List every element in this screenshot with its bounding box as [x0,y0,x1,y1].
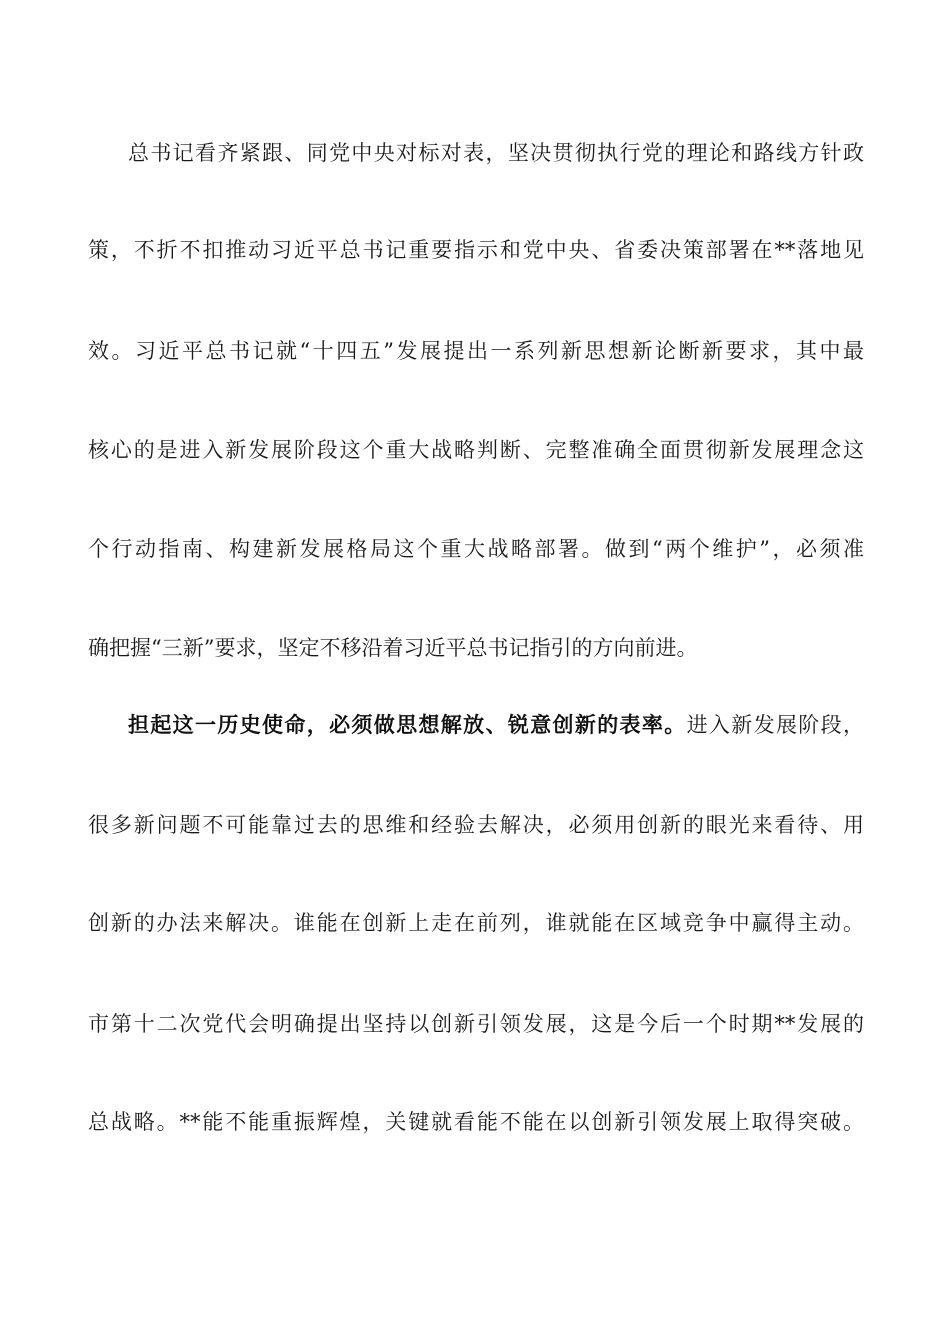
paragraph-2-line-3: 创新的办法来解决。谁能在创新上走在前列，谁就能在区域竞争中赢得主动。 [88,911,864,935]
paragraph-1-line-4: 核心的是进入新发展阶段这个重大战略判断、完整准确全面贯彻新发展理念这 [88,438,864,462]
paragraph-2-line-1 [128,710,864,740]
paragraph-2-line-4: 市第十二次党代会明确提出坚持以创新引领发展，这是今后一个时期**发展的 [88,1012,864,1036]
paragraph-1-line-1: 总书记看齐紧跟、同党中央对标对表，坚决贯彻执行党的理论和路线方针政 [128,141,864,165]
paragraph-2-line-5: 总战略。**能不能重振辉煌，关键就看能不能在以创新引领发展上取得突破。 [88,1110,864,1134]
paragraph-1-line-2: 策，不折不扣推动习近平总书记重要指示和党中央、省委决策部署在**落地见 [88,238,864,262]
paragraph-1-line-3: 效。习近平总书记就“十四五”发展提出一系列新思想新论断新要求，其中最 [88,339,864,363]
paragraph-1-line-6: 确把握“三新”要求，坚定不移沿着习近平总书记指引的方向前进。 [88,636,698,660]
paragraph-1-line-5: 个行动指南、构建新发展格局这个重大战略部署。做到“两个维护”，必须准 [88,537,864,561]
paragraph-2-first-line-rest: 进入新发展阶段， [686,713,864,737]
paragraph-2-line-2: 很多新问题不可能靠过去的思维和经验去解决，必须用创新的眼光来看待、用 [88,813,864,837]
paragraph-2-heading: 担起这一历史使命，必须做思想解放、锐意创新的表率。 [128,712,687,737]
